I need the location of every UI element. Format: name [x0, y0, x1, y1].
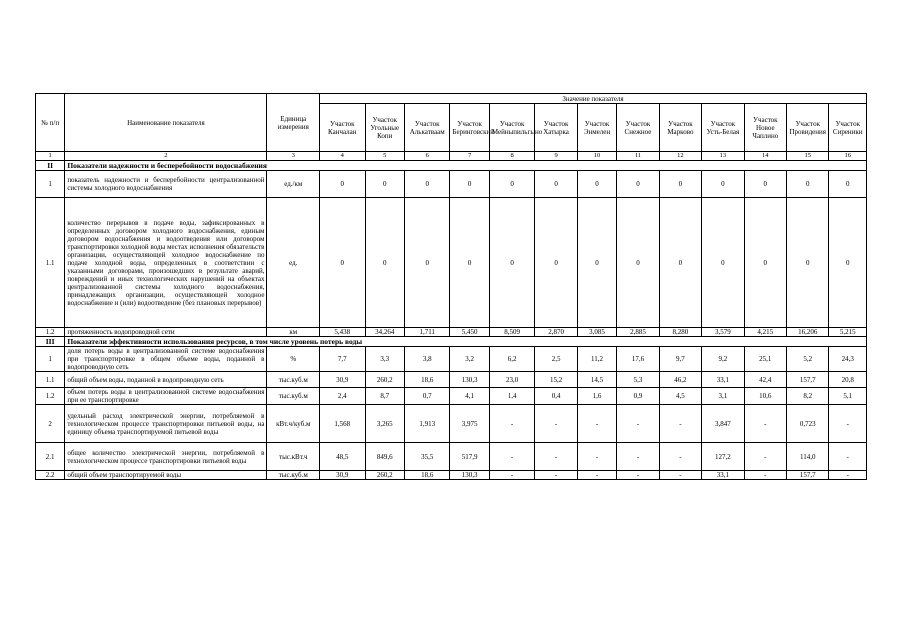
value-cell: 2,4	[320, 388, 365, 405]
header-unit: Единица измерения	[267, 94, 320, 152]
column-number: 8	[489, 152, 534, 161]
district-header: Участок Марково	[659, 104, 701, 152]
unit-cell: тыс.кВт.ч	[267, 443, 320, 471]
value-cell: 1,4	[489, 388, 534, 405]
table-row	[36, 328, 867, 337]
section-number: II	[36, 161, 65, 171]
value-cell: 16,206	[787, 328, 829, 337]
value-cell: -	[829, 443, 867, 471]
value-cell: 0	[659, 171, 701, 198]
value-cell: 3,3	[365, 347, 404, 372]
value-cell: -	[577, 443, 616, 471]
value-cell: -	[535, 471, 577, 480]
value-cell: 33,1	[702, 471, 744, 480]
value-cell: 0	[489, 171, 534, 198]
value-cell: -	[744, 443, 786, 471]
row-number: 1	[36, 171, 65, 198]
value-cell: 2,870	[535, 328, 577, 337]
value-cell: 23,0	[489, 372, 534, 388]
value-cell: 30,9	[320, 471, 365, 480]
value-cell: 0	[577, 171, 616, 198]
column-number: 5	[365, 152, 404, 161]
district-header: Участок Угольные Копи	[365, 104, 404, 152]
section-number: III	[36, 337, 65, 347]
value-cell: 0	[787, 171, 829, 198]
value-cell: 0	[535, 171, 577, 198]
value-cell: 0	[320, 198, 365, 328]
section-title: Показатели надежности и бесперебойности водоснабжения	[65, 161, 867, 171]
value-cell: 2,5	[535, 347, 577, 372]
value-cell: 0	[489, 198, 534, 328]
value-cell: 0	[659, 198, 701, 328]
column-number: 4	[320, 152, 365, 161]
value-cell: -	[535, 405, 577, 443]
value-cell: 1,568	[320, 405, 365, 443]
value-cell: 1,6	[577, 388, 616, 405]
value-cell: 1,913	[404, 405, 449, 443]
district-header: Участок Снежное	[617, 104, 659, 152]
column-number: 11	[617, 152, 659, 161]
unit-cell: ед.	[267, 198, 320, 328]
column-number: 3	[267, 152, 320, 161]
value-cell: -	[617, 443, 659, 471]
value-cell: -	[489, 405, 534, 443]
table-row	[36, 198, 867, 328]
value-cell: 3,265	[365, 405, 404, 443]
district-header: Участок Усть-Белая	[702, 104, 744, 152]
column-number: 7	[450, 152, 489, 161]
value-cell: 0	[535, 198, 577, 328]
column-number: 14	[744, 152, 786, 161]
value-cell: 3,1	[702, 388, 744, 405]
value-cell: 46,2	[659, 372, 701, 388]
district-header: Участок Провидения	[787, 104, 829, 152]
value-cell: 20,8	[829, 372, 867, 388]
value-cell: 42,4	[744, 372, 786, 388]
value-cell: 0	[450, 171, 489, 198]
value-cell: 8,509	[489, 328, 534, 337]
row-number: 1.2	[36, 328, 65, 337]
unit-cell: тыс.куб.м	[267, 372, 320, 388]
column-number: 13	[702, 152, 744, 161]
value-cell: 25,1	[744, 347, 786, 372]
value-cell: 3,579	[702, 328, 744, 337]
value-cell: 0	[702, 198, 744, 328]
value-cell: 4,5	[659, 388, 701, 405]
value-cell: 0,723	[787, 405, 829, 443]
value-cell: 3,2	[450, 347, 489, 372]
value-cell: 8,7	[365, 388, 404, 405]
value-cell: -	[744, 405, 786, 443]
value-cell: 0	[617, 171, 659, 198]
indicator-name: доля потерь воды в централизованной системе водоснабжения при транспортировке в общем объеме воды, поданной в водопроводную сеть	[65, 347, 267, 372]
value-cell: 0,9	[617, 388, 659, 405]
value-cell: 48,5	[320, 443, 365, 471]
value-cell: 3,847	[702, 405, 744, 443]
value-cell: 3,085	[577, 328, 616, 337]
value-cell: -	[829, 405, 867, 443]
value-cell: 114,0	[787, 443, 829, 471]
header-name: Наименование показателя	[65, 94, 267, 152]
column-number: 2	[65, 152, 267, 161]
row-number: 2.1	[36, 443, 65, 471]
value-cell: 5,1	[829, 388, 867, 405]
value-cell: -	[659, 471, 701, 480]
column-number: 15	[787, 152, 829, 161]
value-cell: 30,9	[320, 372, 365, 388]
value-cell: -	[577, 405, 616, 443]
value-cell: 14,5	[577, 372, 616, 388]
unit-cell: км	[267, 328, 320, 337]
value-cell: 0	[744, 198, 786, 328]
section-title: Показатели эффективности использования ресурсов, в том числе уровень потерь воды	[65, 337, 867, 347]
column-number-row	[36, 152, 867, 161]
indicators-table	[35, 93, 867, 480]
district-header: Участок Хатырка	[535, 104, 577, 152]
column-number: 9	[535, 152, 577, 161]
indicator-name: удельный расход электрической энергии, потребляемой в технологическом процессе транспортировки питьевой воды, на единицу объема транспортируемой питьевой воды	[65, 405, 267, 443]
value-cell: 7,7	[320, 347, 365, 372]
value-cell: 0	[450, 198, 489, 328]
value-cell: 0	[365, 198, 404, 328]
section-row	[36, 337, 867, 347]
table-row	[36, 443, 867, 471]
value-cell: 10,6	[744, 388, 786, 405]
value-cell: 0	[577, 198, 616, 328]
table-row	[36, 405, 867, 443]
table-row	[36, 471, 867, 480]
column-number: 10	[577, 152, 616, 161]
district-header: Участок Канчалан	[320, 104, 365, 152]
value-cell: 0,7	[404, 388, 449, 405]
unit-cell: тыс.куб.м	[267, 388, 320, 405]
value-cell: 9,7	[659, 347, 701, 372]
value-cell: 5,215	[829, 328, 867, 337]
value-cell: 5,450	[450, 328, 489, 337]
value-cell: -	[577, 471, 616, 480]
value-cell: 0	[617, 198, 659, 328]
column-number: 1	[36, 152, 65, 161]
district-header: Участок Энмелен	[577, 104, 616, 152]
value-cell: -	[617, 405, 659, 443]
district-header: Участок Сиреники	[829, 104, 867, 152]
indicator-name: общее количество электрической энергии, потребляемой в технологическом процессе транспортировки питьевой воды	[65, 443, 267, 471]
value-cell: 5,2	[787, 347, 829, 372]
value-cell: 8,280	[659, 328, 701, 337]
value-cell: -	[659, 405, 701, 443]
value-cell: 260,2	[365, 372, 404, 388]
value-cell: 0	[744, 171, 786, 198]
row-number: 2.2	[36, 471, 65, 480]
value-cell: 5,3	[617, 372, 659, 388]
value-cell: 0	[404, 171, 449, 198]
value-cell: 2,885	[617, 328, 659, 337]
indicator-name: показатель надежности и бесперебойности централизованной системы холодного водоснабжения	[65, 171, 267, 198]
value-cell: 4,1	[450, 388, 489, 405]
value-cell: 0	[829, 171, 867, 198]
value-cell: 0,4	[535, 388, 577, 405]
value-cell: -	[489, 443, 534, 471]
district-header: Участок Беринговский	[450, 104, 489, 152]
value-cell: -	[617, 471, 659, 480]
value-cell: 0	[787, 198, 829, 328]
value-cell: 18,6	[404, 471, 449, 480]
value-cell: 0	[365, 171, 404, 198]
district-header: Участок Новое Чаплино	[744, 104, 786, 152]
row-number: 2	[36, 405, 65, 443]
unit-cell: тыс.куб.м	[267, 471, 320, 480]
value-cell: -	[659, 443, 701, 471]
table-row	[36, 388, 867, 405]
value-cell: 9,2	[702, 347, 744, 372]
column-number: 12	[659, 152, 701, 161]
value-cell: 0	[320, 171, 365, 198]
column-number: 6	[404, 152, 449, 161]
unit-cell: ед./км	[267, 171, 320, 198]
row-number: 1.1	[36, 198, 65, 328]
value-cell: 127,2	[702, 443, 744, 471]
value-cell: 0	[702, 171, 744, 198]
indicator-name: протяженность водопроводной сети	[65, 328, 267, 337]
value-cell: 33,1	[702, 372, 744, 388]
indicator-name: количество перерывов в подаче воды, зафиксированных в определенных договором холодного водоснабжения, единым договором водоснабжения и водоотведения или договором транспортировки холодной воды местах исполнения обязательств организации, осуществляющей холодное водоснабжение по подаче холодной воды, определенных в соответствии с указанными договорами, произошедших в результате аварий, повреждений и иных технологических нарушений на объектах централизованной системы холодного водоснабжения, принадлежащих организации, осуществляющей холодное водоснабжение и (или) водоотведение (без плановых перерывов)	[65, 198, 267, 328]
value-cell: 3,8	[404, 347, 449, 372]
value-cell: 34,264	[365, 328, 404, 337]
header-num: № п/п	[36, 94, 65, 152]
value-cell: 15,2	[535, 372, 577, 388]
value-cell: 130,3	[450, 471, 489, 480]
value-cell: 11,2	[577, 347, 616, 372]
header-group: Значение показателя	[320, 94, 867, 104]
value-cell: -	[489, 471, 534, 480]
district-header: Участок Мейныпильгыно	[489, 104, 534, 152]
column-number: 16	[829, 152, 867, 161]
value-cell: 157,7	[787, 471, 829, 480]
row-number: 1.2	[36, 388, 65, 405]
value-cell: 849,6	[365, 443, 404, 471]
value-cell: 0	[829, 198, 867, 328]
value-cell: 6,2	[489, 347, 534, 372]
section-row	[36, 161, 867, 171]
district-header: Участок Алькатваам	[404, 104, 449, 152]
unit-cell: кВт.ч/куб.м	[267, 405, 320, 443]
value-cell: 35,5	[404, 443, 449, 471]
table-row	[36, 372, 867, 388]
table-row	[36, 171, 867, 198]
value-cell: 157,7	[787, 372, 829, 388]
value-cell: 8,2	[787, 388, 829, 405]
value-cell: 1,711	[404, 328, 449, 337]
value-cell: -	[535, 443, 577, 471]
table-row	[36, 347, 867, 372]
value-cell: 0	[404, 198, 449, 328]
value-cell: -	[744, 471, 786, 480]
value-cell: 18,6	[404, 372, 449, 388]
row-number: 1.1	[36, 372, 65, 388]
value-cell: 3,975	[450, 405, 489, 443]
indicator-name: общий объем транспортируемой воды	[65, 471, 267, 480]
value-cell: 4,215	[744, 328, 786, 337]
value-cell: 17,6	[617, 347, 659, 372]
value-cell: 130,3	[450, 372, 489, 388]
value-cell: -	[829, 471, 867, 480]
indicators-document	[35, 93, 867, 480]
value-cell: 5,438	[320, 328, 365, 337]
unit-cell: %	[267, 347, 320, 372]
value-cell: 517,9	[450, 443, 489, 471]
value-cell: 260,2	[365, 471, 404, 480]
indicator-name: объем потерь воды в централизованной системе водоснабжения при ее транспортировке	[65, 388, 267, 405]
indicator-name: общий объем воды, поданной в водопроводную сеть	[65, 372, 267, 388]
value-cell: 24,3	[829, 347, 867, 372]
row-number: 1	[36, 347, 65, 372]
table-body	[36, 161, 867, 480]
